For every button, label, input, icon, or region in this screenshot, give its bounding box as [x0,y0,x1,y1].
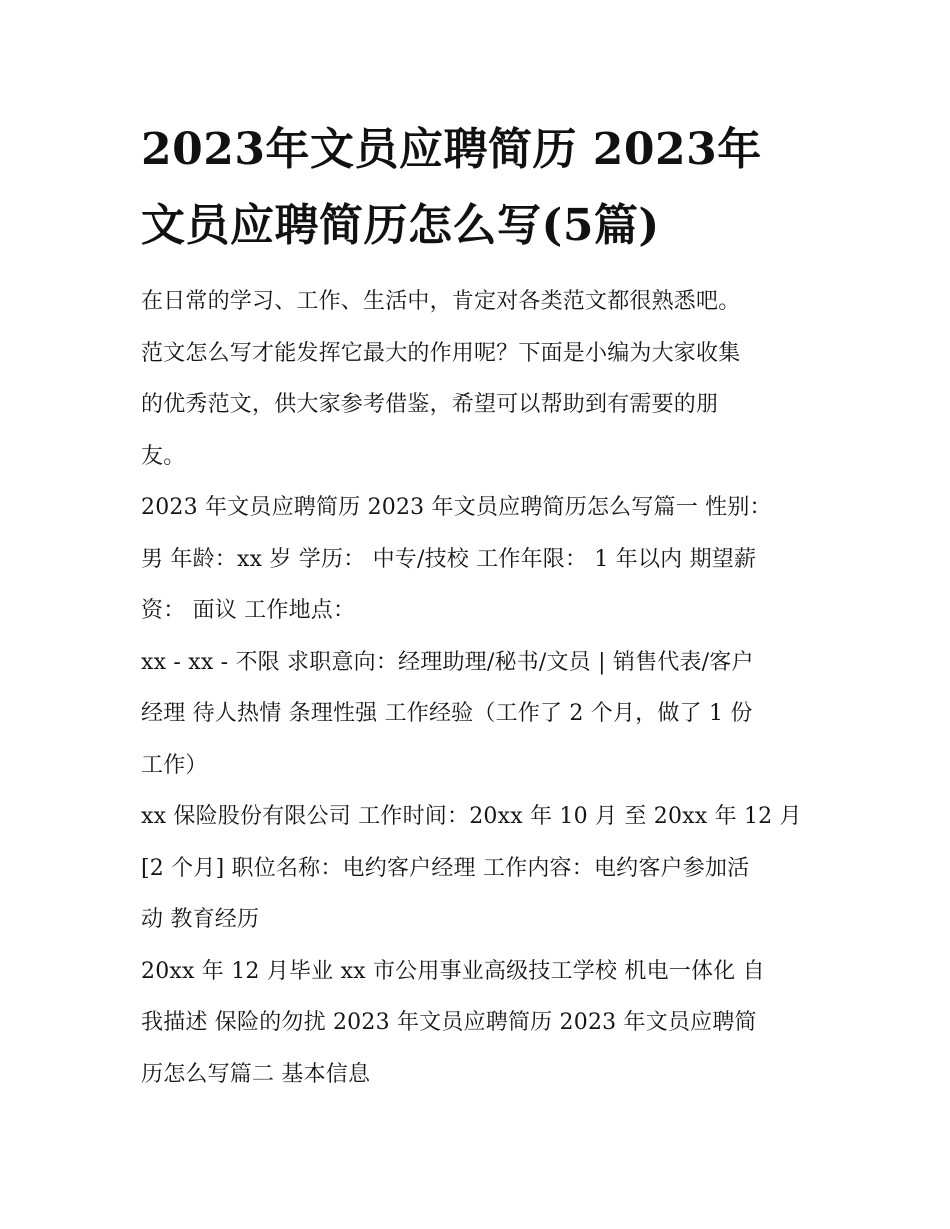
text-line: xx 保险股份有限公司 工作时间：20xx 年 10 月 至 20xx 年 12 月 [141,804,802,829]
document-content [141,112,813,1100]
title-line-2: 文员应聘简历怎么写(5篇) [141,200,660,251]
text-line: 在日常的学习、工作、生活中，肯定对各类范文都很熟悉吧。 [141,289,741,314]
body-text [141,276,813,1100]
text-line: 男 年龄：xx 岁 学历： 中专/技校 工作年限： 1 年以内 期望薪 [141,546,757,572]
text-line: 动 教育经历 [141,907,260,932]
text-line: 我描述 保险的勿扰 2023 年文员应聘简历 2023 年文员应聘简 [141,1010,757,1035]
title-line-1: 2023年文员应聘简历 2023年 [141,124,762,175]
text-line: 范文怎么写才能发挥它最大的作用呢？下面是小编为大家收集 [141,340,741,366]
text-line: 经理 待人热情 条理性强 工作经验（工作了 2 个月，做了 1 份 [141,701,753,726]
text-line: 的优秀范文，供大家参考借鉴，希望可以帮助到有需要的朋 [141,392,719,417]
document-title [141,112,813,264]
text-line: 资： 面议 工作地点： [141,598,356,623]
text-line: 工作） [141,752,208,778]
text-line: 20xx 年 12 月毕业 xx 市公用事业高级技工学校 机电一体化 自 [141,958,765,984]
text-line: 友。 [141,443,186,469]
text-line: [2 个月] 职位名称：电约客户经理 工作内容：电约客户参加活 [141,855,750,881]
text-line: 2023 年文员应聘简历 2023 年文员应聘简历怎么写篇一 性别： [141,495,772,520]
text-line: xx - xx - 不限 求职意向：经理助理/秘书/文员 | 销售代表/客户 [141,649,754,675]
text-line: 历怎么写篇二 基本信息 [141,1061,371,1087]
